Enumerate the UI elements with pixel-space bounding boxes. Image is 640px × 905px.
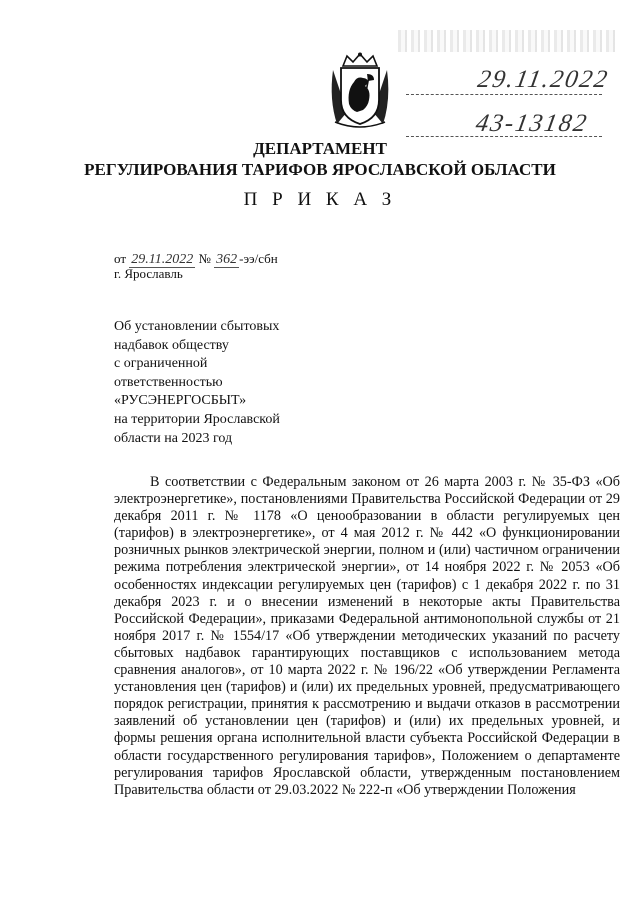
coat-of-arms-icon bbox=[327, 52, 393, 128]
order-subject bbox=[114, 318, 324, 448]
stamp-date-line bbox=[406, 94, 602, 95]
order-number: 362 bbox=[216, 252, 238, 267]
stamp-number: 43-13182 bbox=[473, 110, 591, 137]
subject-line: области на 2023 год bbox=[114, 430, 233, 446]
subject-line: надбавок обществу bbox=[114, 337, 229, 353]
stamp-date: 29.11.2022 bbox=[475, 66, 612, 93]
registration-stamp bbox=[398, 30, 618, 137]
body-paragraph: В соответствии с Федеральным законом от 26 марта 2003 г. № 35-ФЗ «Об электроэнергетике», постановлениями Правительства Российской Федерации от 29 декабря 2011 г. № 1178 «О ценообразовании в области регулируемых цен (тарифов) в электроэнергетике», от 4 мая 2012 г. № 442 «О функционировании розничных рынков электрической энергии, полном и (или) частичном ограничении режима потребления электрической энергии», от 14 ноября 2022 г. № 2053 «Об особенностях индексации регулируемых цен (тарифов) с 1 декабря 2022 г. по 31 декабря 2023 г. и о внесении изменений в некоторые акты Правительства Российской Федерации», приказами Федеральной антимонопольной службы от 21 ноября 2017 г. № 1554/17 «Об утверждении методических указаний по расчету сбытовых надбавок гарантирующих поставщиков с использованием метода сравнения аналогов», от 10 марта 2022 г. № 196/22 «Об утверждении Регламента установления цен (тарифов) и (или) их предельных уровней, предусматривающего порядок регистрации, принятия к рассмотрению и выдачи отказов в рассмотрении заявлений об установлении цен (тарифов) и (или) их предельных уровней, и формы решения органа исполнительной власти субъекта Российской Федерации в области государственного регулирования тарифов», Положением о департаменте регулирования тарифов Ярославской области, утвержденным постановлением Правительства области от 29.03.2022 № 222-п «Об утверждении Положения bbox=[114, 474, 620, 798]
subject-line: Об установлении сбытовых bbox=[114, 319, 280, 334]
subject-line: с ограниченной bbox=[114, 356, 208, 372]
city: г. Ярославль bbox=[114, 266, 183, 281]
order-heading: П Р И К А З bbox=[243, 189, 397, 210]
order-suffix: -ээ/сбн bbox=[239, 251, 278, 266]
subject-line: на территории Ярославской bbox=[114, 411, 280, 427]
order-number-prefix: № bbox=[198, 251, 211, 266]
department-title-line1: ДЕПАРТАМЕНТ bbox=[253, 139, 387, 158]
order-date: 29.11.2022 bbox=[131, 252, 194, 267]
order-body bbox=[114, 474, 620, 799]
order-prefix: от bbox=[114, 251, 127, 266]
subject-line: ответственностью bbox=[114, 374, 223, 390]
subject-line: «РУСЭНЕРГОСБЫТ» bbox=[114, 393, 247, 409]
stamp-smudge bbox=[398, 30, 618, 52]
department-title-line2: РЕГУЛИРОВАНИЯ ТАРИФОВ ЯРОСЛАВСКОЙ ОБЛАСТИ bbox=[84, 160, 556, 179]
